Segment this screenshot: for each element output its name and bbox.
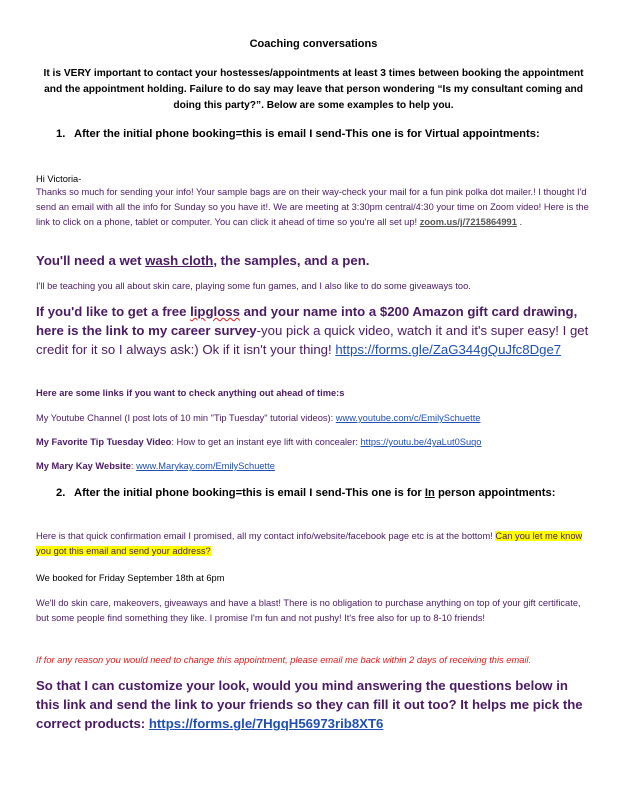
wash-cloth-post: , the samples, and a pen. (213, 253, 370, 268)
virtual-body-text: Thanks so much for sending your info! Your sample bags are on their way-check your mail for a fun pink polka dot mailer.! I thought I'd send an email with all the info for Sunday so you have it!. We are meeting at 3:30pm central/4:30 your time on Zoom video! Here is the link to click on a phone, tablet or computer. You can click it ahead of time so you're all set up! (36, 187, 589, 227)
youtube-label: My Youtube Channel (I post lots of 10 min "Tip Tuesday" tutorial videos): (36, 413, 334, 423)
section2-heading (56, 484, 577, 502)
section2-heading-in: In (424, 487, 435, 499)
wash-cloth-pre: You'll need a wet (36, 253, 146, 268)
customize-paragraph (36, 676, 593, 733)
virtual-email-body (36, 185, 593, 230)
links-intro: Here are some links if you want to check anything out ahead of time:s (36, 388, 345, 398)
youtube-link[interactable]: www.youtube.com/c/EmilySchuette (335, 413, 481, 423)
tip-link[interactable]: https://youtu.be/4yaLut0Suqo (360, 437, 482, 447)
section1-heading-text: After the initial phone booking=this is email I send-This one is for Virtual appointments: (74, 128, 540, 140)
intro-paragraph: It is VERY important to contact your hostesses/appointments at least 3 times between booking the appointment and the appointment holding. Failure to do say may leave that person wondering “Is my consultant coming and doing this party?”. Below are some examples to help you. (43, 68, 584, 111)
zoom-link[interactable]: zoom.us/j/7215864991 (419, 217, 517, 227)
tip-text: : How to get an instant eye lift with concealer: (171, 437, 358, 447)
marykay-line (36, 459, 593, 474)
tip-line (36, 435, 593, 450)
teaching-line: I'll be teaching you all about skin care, playing some fun games, and I also like to do some giveaways too. (36, 281, 471, 291)
marykay-link[interactable]: www.Marykay.com/EmilySchuette (136, 461, 275, 471)
confirm-highlight: Can you let me know you got this email and send your address? (36, 531, 583, 556)
tip-label: My Favorite Tip Tuesday Video (36, 437, 172, 447)
youtube-line (36, 411, 593, 426)
lipgloss-rest: -you pick a quick video, watch it and it's super easy! I get credit for it so I always ask:) Ok if it isn't your thing! (36, 323, 589, 357)
lipgloss-word: lipgloss (190, 304, 240, 319)
booked-line: We booked for Friday September 18th at 6pm (36, 573, 225, 583)
wash-cloth-line (36, 251, 593, 270)
lipgloss-pre: If you'd like to get a free (36, 304, 191, 319)
lipgloss-paragraph (36, 302, 593, 359)
wash-cloth-word: wash cloth (145, 253, 214, 268)
greeting: Hi Victoria- (36, 174, 82, 184)
customize-link[interactable]: https://forms.gle/7HgqH56973rib8XT6 (148, 716, 384, 731)
marykay-label: My Mary Kay Website (36, 461, 131, 471)
lipgloss-post: and your name into a $200 Amazon gift card drawing, here is the link to my career survey (36, 304, 578, 338)
document-title: Coaching conversations (249, 38, 378, 50)
marykay-sep: : (130, 461, 134, 471)
survey-link[interactable]: https://forms.gle/ZaG344gQuJfc8Dge7 (335, 342, 562, 357)
customize-text: So that I can customize your look, would you mind answering the questions below in this link and send the link to your friends so they can fill it out too? It helps me pick the correct products: (36, 678, 583, 731)
section2-heading-pre: After the initial phone booking=this is email I send-This one is for (74, 487, 425, 499)
section2-heading-post: person appointments: (434, 487, 556, 499)
plan-paragraph: We'll do skin care, makeovers, giveaways and have a blast! There is no obligation to purchase anything on top of your gift certificate, but some people find something they like. I promise I'm fun and not pushy! It's free also for up to 8-10 friends! (36, 598, 581, 623)
section1-number: 1. (56, 128, 66, 140)
confirm-text: Here is that quick confirmation email I promised, all my contact info/website/facebook page etc is at the bottom! (36, 531, 493, 541)
section2-number: 2. (56, 487, 66, 499)
section1-heading (56, 125, 577, 143)
confirm-paragraph (36, 529, 593, 559)
zoom-after: . (519, 217, 523, 227)
section2-heading-text (74, 484, 575, 502)
change-notice: If for any reason you would need to change this appointment, please email me back within 2 days of receiving this email. (36, 655, 532, 665)
